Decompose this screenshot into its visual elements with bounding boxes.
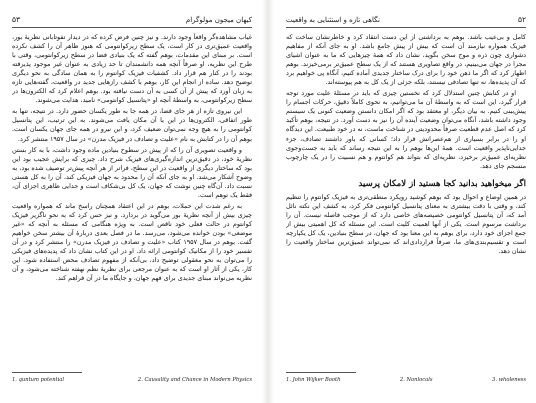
left-paragraph-4: به رغم شدت این حملات، بوهم در این اعتقاد همچنان راسخ ماند که همواره واقعیت چیزی بیش از آنچه نظریهٔ بور می‌گوید در بردارد. و نیز حس کرد که به نحو ناگزیر فیزیک کوانتوم در حالت فعلی خود ناقص است. به ویژه هنگامی که مسئله به آنچه که «غیر موضعی» بودن خوانده می‌شود، می‌رسد. ما در فصل بعدی دربارهٔ آن بیشتر سخن خواهیم گفت. بوهم در سال ۱۹۵۷ کتاب «علیت و تصادف در فیزیک مدرن» را منتشر کرد و در آن تفسیر خود را از مکانیک کوانتومی ارائه داد. او در این کتاب نشان داد که پدیده‌های فیزیکی را می‌توان به نحو معقولی توضیح داد، بی‌آنکه از مفهوم تصادف محض استفاده شود. این کار، یکی از آثار او است که به عنوان مرجعی برای نظریهٔ نظم نهفته شناخته می‌شود، و آن نظریه می‌تواند مبنای جدیدی برای فهم جهان، و جایگاه ما در آن فراهم کند. <box>12 201 252 283</box>
left-footnote-1: 1. quntum potential <box>12 377 65 383</box>
left-page <box>0 0 262 403</box>
right-closing-paragraph: در همین اوضاع و احوال بود که بوهم کوشید رویکرد منطقی‌تری به فیزیک کوانتوم را تنظیم کند، و وقتی با دقت بیشتری به معنای پتانسیل کوانتومی فکر کرد، به کشف این نکته نائل آمد که، آن پتانسیل کوانتومی خصیصه‌های خاصی دارد که از موجب فاصله نیست. آن را برداشت مرسوم است. یکی از آنها اهمیت کلیت است. این مسئله که کل اهمیتی بیش از جمع اجزای خود دارد، برای بوهم به این معنا بود که جهان، در سطح بنیادین، یک کل یکپارچه است و تقسیم‌بندی‌های ما، صرفاً قراردادی‌اند که نمی‌تواند عمیق‌ترین ساختار واقعیت را نشان دهد. <box>286 192 526 255</box>
left-running-header <box>12 14 252 26</box>
right-body-text <box>286 33 526 365</box>
right-header-rule <box>286 27 526 28</box>
right-running-header <box>286 14 526 26</box>
left-page-number: ۵۳ <box>12 15 21 24</box>
right-paragraph-1: کامل و بی‌عیب باشد. بوهم به برداشتی از این دست انتقاد کرد و خاطرنشان ساخت که فیزیک همواره نیازمند آن است که بیش از پیش جامع باشد. او به جای آنکه از مفاهیم دشواری چون ذره و موج سخن بگوید، نشان داد که همهٔ چیزهایی که ما به عنوان اشیای مجزا در جهان می‌بینیم، در واقع تصاویری هستند که از یک سطح عمیق‌تر برمی‌خیزند. بوهم اظهار کرد که اگر ما ذهن خود را برای درک ساختار جدیدی آماده کنیم، آنگاه پی خواهیم برد که آن پدیده‌ها، نه تنها تصادفی نیستند، بلکه جزئی از یک کل به هم پیوسته‌اند. <box>286 33 526 87</box>
section-heading: اگر میخواهید بدانید کجا هستید از لامکان پرسید <box>358 178 526 189</box>
left-header-rule <box>12 27 252 28</box>
right-footnotes <box>286 376 526 386</box>
left-footnote-2: 2. Causality and Chance in Modern Physics <box>137 377 252 383</box>
right-running-title: نگاهی تازه و استثنایی به واقعیت <box>286 16 380 24</box>
right-footnote-3: 3. wholeness <box>492 377 526 383</box>
left-body-text <box>12 33 252 365</box>
left-paragraph-3: و واقعیت تصویری آن را که از پیش در سطوح بنیادین ماده وجود داشت، با به کار بستن نظریهٔ خود، در دقیق‌ترین اندازه‌گیری‌های فیزیک شرح داد. چیزی که برایش عجیب بود این بود که ساختار دیگری از واقعیت در این سطح، فراتر از هر آنچه پیش‌تر توصیف شده بود، به وضوح آشکار می‌شد. او به جای آنکه آن را محدود به جهان فیزیکی کند، آن را به کل هستی نسبت داد. آن‌گاه چنین نوشت که جهان، یک کل بی‌شکاف است و جدایی ظاهری اجزای آن، فقط یک توهم است. <box>12 145 252 199</box>
left-paragraph-1: غیاب مشاهده‌گر واقعاً وجود دارند. و نیز چنین فرض کرده که در دیدار تفوتابانی نظریهٔ بور، واقعیت عمیق‌تری در کار است، یک سطح زیر‌کوانتومی که هنوز ظاهر آن را کشف نکرده است. بر مبنای این مقدمات، بوهم گفته که یک بنیادی فضا در سطح زیر‌کوانتومی، وقتی با طرح این نظریه، او صرفاً آنچه همه دانشمندان تا حد زیادی به عنوان غیر موجود پذیرفته بودند را در کنار هم قرار داد. کشفیات فیزیک کوانتوم را به همان سادگی به نحو دیگری توضیح دهد. ساده از انجام این کار، بوهم با کشف رازهایی جدید در واقعیت، گفته‌هایی تازه به زبان آورد که پیش از آن کسی به آن دست نیافته بود. بوهم اعلام کرد که الکترون‌ها در سطح زیر‌کوانتومی، به واسطهٔ آنچه او «پتانسیل کوانتومی» نامید، هدایت می‌شوند. <box>12 33 252 105</box>
right-footnote-1: 1. John Wijker Booth <box>286 377 341 383</box>
right-page <box>274 0 536 403</box>
left-running-title: کیهان میجون مولوگرام <box>185 16 252 24</box>
right-footnote-2: 2. Nonlocals <box>399 377 433 383</box>
right-page-number: ۵۲ <box>517 15 526 24</box>
book-gutter <box>262 0 274 403</box>
right-paragraph-2: او در کتابش چنین استدلال کرد که نخستین چیزی که باید در مسئلهٔ علیت مورد توجه قرار گیرد، این است که به واسطهٔ آن ما می‌توانیم، به نحوی کاملاً دقیق، حرکات اجسام را پیش‌بینی کنیم. به بیان دیگر، او معتقد بود که اگر امکان دانستن وضعیت کنونی یک سیستم وجود داشته باشد، آنگاه می‌توان وضعیت آینده آن را نیز به دست آورد. در نتیجه، بوهم تأکید کرد که اصل عدم قطعیت صرفاً محدودیتی در شناخت ماست، نه در خود طبیعت. این دیدگاه او را در برابر بسیاری از هم‌عصرانش قرار داد؛ کسانی که باور داشتند تصادف، جزء جدایی‌ناپذیر واقعیت است. همهٔ این‌ها بوهم را به این نتیجه رساند که باید به جست‌وجوی نظریه‌ای عمیق‌تر برخیزد، نظریه‌ای که بتواند هم کوانتوم و هم نسبیت را در یک چارچوب منسجم جای دهد. <box>286 89 526 170</box>
right-footnote-rule <box>286 372 356 373</box>
left-footnote-rule <box>12 372 82 373</box>
left-footnotes <box>12 376 252 386</box>
left-paragraph-2: این نیروی تازه از هر جای فضا، در همه جا به طور یکسان حضور دارد. در نتیجه، تنها به طور اتفاقی، الکترون‌ها در این یا آن مکان یافت می‌شوند. به این ترتیب، این پتانسیل کوانتومی را به هیچ وجه نمی‌توان ضعیف کرد، و این نیرو در همه جای جهان یکسان است. بوهم آن را در کتابش به نام «علیت و تصادف در فیزیک مدرن» در سال ۱۹۵۷ منتشر کرد. <box>12 107 252 143</box>
